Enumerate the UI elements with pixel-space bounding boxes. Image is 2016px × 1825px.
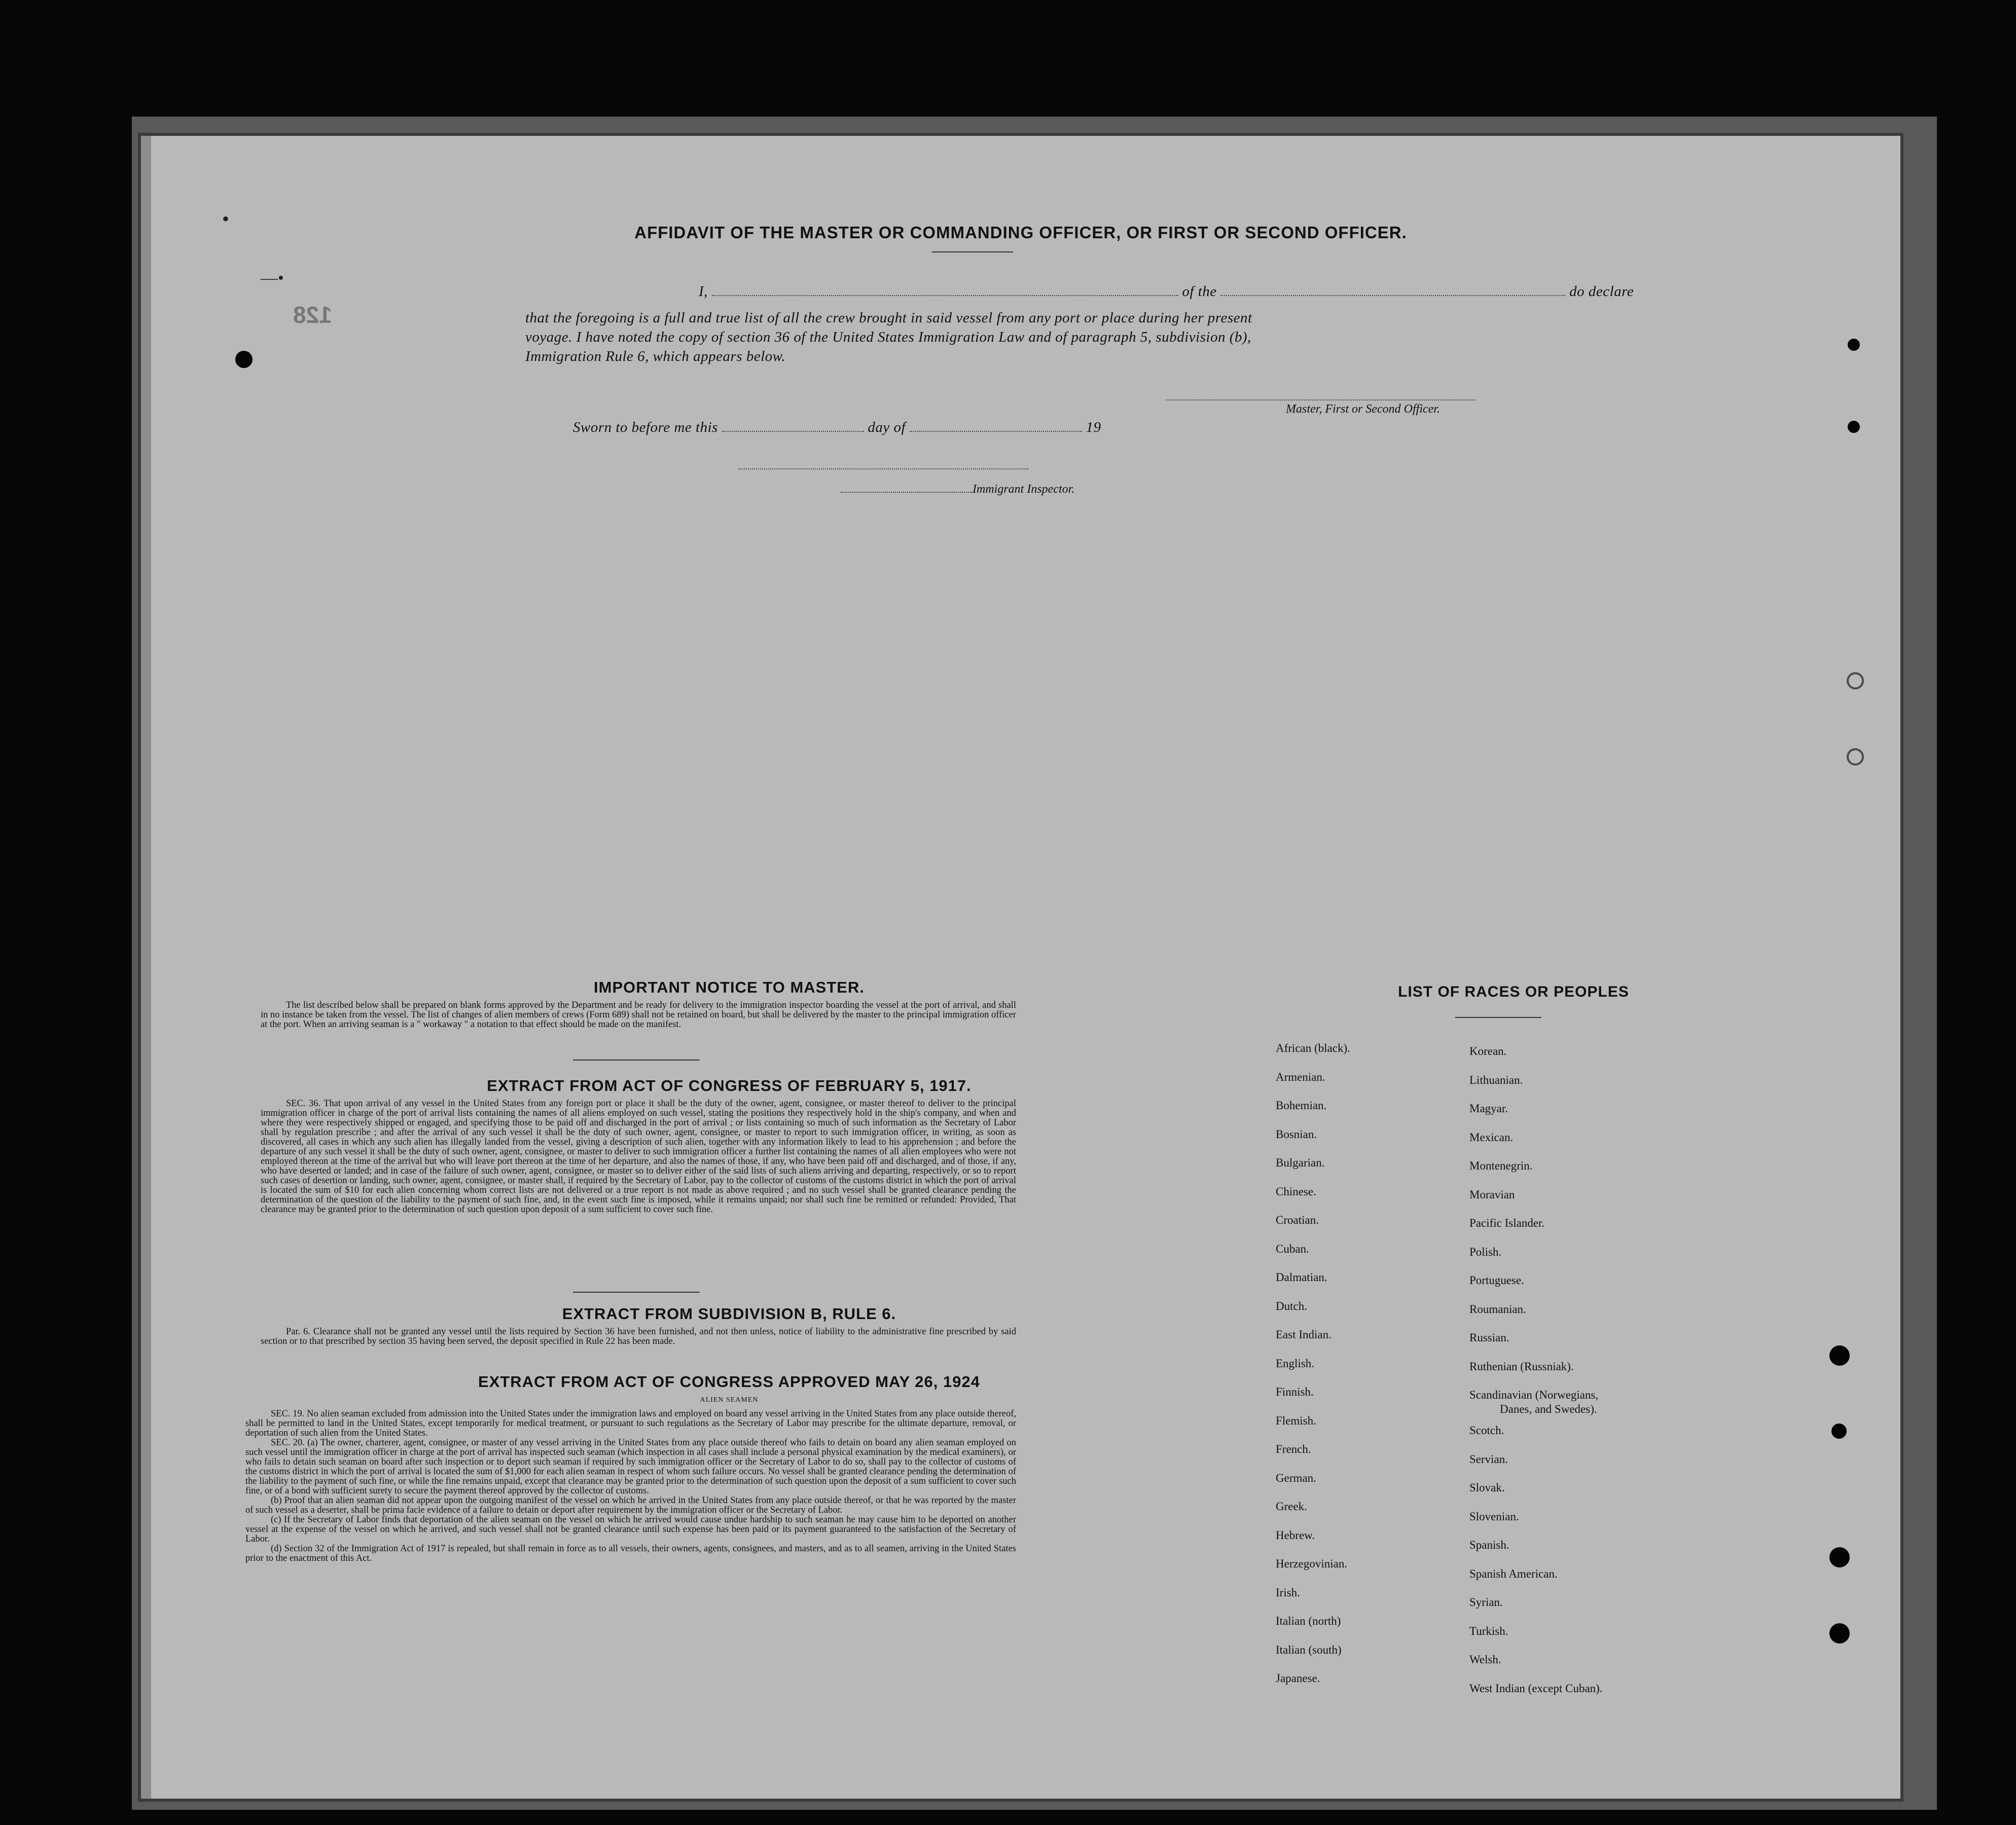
race-item: Bohemian. bbox=[1276, 1099, 1327, 1112]
race-item: West Indian (except Cuban). bbox=[1469, 1682, 1603, 1695]
notice-text: The list described below shall be prepared on blank forms approved by the Department and be ready for delivery to the immigration inspector boarding the vessel at the port of arrival, and shall in no instance be taken from the vessel. The list of changes of alien members of crews (Form 689) shall not be retained on board, but shall be delivered by the master to the principal immigration officer at the port. When an arriving seaman is a " workaway " a notation to that effect should be made on the manifest. bbox=[261, 1000, 1016, 1030]
extract-1924-paragraph: SEC. 20. (a) The owner, charterer, agent, consignee, or master of any vessel arriving in the United States from any place outside thereof who fails to detain on board any alien seaman employed on such vessel until the immigration officer in charge at the port of arrival has inspected such seaman (which inspection in all cases shall include a personal physical examination by the medical examiners), or who fails to detain such seaman on board after such inspection or to deport such seaman if required by such immigration officer or the Secretary of Labor to do so, shall pay to the collector of customs of the customs district in which the port of arrival is located the sum of $1,000 for each alien seaman in respect of whom such failure occurs. No vessel shall be granted clearance pending the determination of the liability to the payment of such fine, or while the fine remains unpaid, except that clearance may be granted prior to the determination of such question upon the deposit of a sum sufficient to cover such fine, or of a bond with sufficient surety to secure the payment thereof approved by the collector of customs. bbox=[245, 1438, 1016, 1496]
race-item: Finnish. bbox=[1276, 1385, 1314, 1398]
punch-hole-icon bbox=[1831, 1424, 1847, 1439]
extract-1924-paragraph: (c) If the Secretary of Labor finds that deportation of the alien seaman on the vessel on which he arrived would cause undue hardship to such seaman he may cause him to be deported on another vessel at the expense of the vessel on which he arrived, and such vessel shall not be granted clearance until such expense has been paid or its payment guaranteed to the satisfaction of the Secretary of Labor. bbox=[245, 1515, 1016, 1544]
sworn-label: Sworn to before me this bbox=[573, 419, 718, 435]
year-label: 19 bbox=[1086, 419, 1101, 435]
races-left-column bbox=[1276, 1034, 1458, 1693]
punch-hole-icon bbox=[1847, 748, 1864, 765]
affidavit-body bbox=[525, 308, 1681, 366]
punch-hole-icon bbox=[1829, 1547, 1850, 1567]
punch-hole-icon bbox=[1848, 339, 1860, 351]
notice-body bbox=[261, 1001, 1016, 1030]
race-item: Armenian. bbox=[1276, 1070, 1325, 1083]
affidavit-line-1 bbox=[699, 282, 1634, 301]
race-item: Ruthenian (Russniak). bbox=[1469, 1360, 1574, 1373]
inspector-blank[interactable] bbox=[841, 485, 973, 493]
race-item: Croatian. bbox=[1276, 1214, 1319, 1226]
race-item: Russian. bbox=[1469, 1331, 1509, 1344]
race-item: Japanese. bbox=[1276, 1672, 1320, 1685]
signature-label: Master, First or Second Officer. bbox=[1286, 403, 1440, 416]
punch-hole-icon bbox=[1829, 1345, 1850, 1366]
race-item: Danes, and Swedes). bbox=[1500, 1403, 1597, 1415]
races-right-column bbox=[1469, 1037, 1733, 1703]
race-item: Greek. bbox=[1276, 1500, 1307, 1513]
affidavit-title: AFFIDAVIT OF THE MASTER OR COMMANDING OFFICER, OR FIRST OR SECOND OFFICER. bbox=[634, 223, 1407, 242]
divider bbox=[573, 1060, 700, 1061]
race-item: Pacific Islander. bbox=[1469, 1217, 1545, 1229]
race-item: Lithuanian. bbox=[1469, 1073, 1523, 1086]
inspector-label: Immigrant Inspector. bbox=[973, 483, 1075, 496]
race-item: Scandinavian (Norwegians, bbox=[1469, 1389, 1599, 1401]
stamped-number: 128 bbox=[293, 302, 332, 328]
rule6-text: Par. 6. Clearance shall not be granted any vessel until the lists required by Section 36 have been furnished, and not then unless, notice of liability to the administrative fine prescribed by said section or to that prescribed by section 35 having been served, the deposit specified in Rule 22 has been made. bbox=[261, 1327, 1016, 1346]
extract-1924-subtitle: ALIEN SEAMEN bbox=[700, 1396, 759, 1404]
race-item: Irish. bbox=[1276, 1586, 1300, 1599]
divider bbox=[573, 1292, 700, 1293]
race-item: Roumanian. bbox=[1469, 1302, 1526, 1316]
signature-line[interactable] bbox=[1166, 399, 1475, 400]
extract-1924-paragraph: SEC. 19. No alien seaman excluded from admission into the United States under the immigration laws and employed on board any vessel arriving in the United States from any place outside thereof, shall be permitted to land in the United States, except temporarily for medical treatment, or pursuant to such regulations as the Secretary of Labor may prescribe for the ultimate departure, removal, or deportation of such alien from the United States. bbox=[245, 1409, 1016, 1438]
race-item: Hebrew. bbox=[1276, 1528, 1315, 1542]
race-item: Welsh. bbox=[1469, 1653, 1501, 1666]
of-the-label: of the bbox=[1182, 283, 1217, 300]
race-item: Italian (south) bbox=[1276, 1643, 1342, 1656]
vessel-blank[interactable] bbox=[1220, 284, 1565, 296]
affidavit-line-4: Immigration Rule 6, which appears below. bbox=[525, 348, 786, 364]
race-item: English. bbox=[1276, 1357, 1315, 1370]
race-item: Portuguese. bbox=[1469, 1274, 1524, 1287]
race-item: Turkish. bbox=[1469, 1624, 1508, 1637]
document-page bbox=[141, 136, 1900, 1799]
divider bbox=[1455, 1017, 1541, 1018]
do-declare-label: do declare bbox=[1569, 283, 1634, 300]
race-item: French. bbox=[1276, 1443, 1311, 1455]
extract-1924-paragraph: (b) Proof that an alien seaman did not appear upon the outgoing manifest of the vessel on which he arrived in the United States from any place outside thereof, or that he was reported by the master of such vessel as a deserter, shall be prima facie evidence of a failure to detain or deport after requirement by the immigration officer or the Secretary of Labor. bbox=[245, 1495, 1016, 1515]
race-item: Slovenian. bbox=[1469, 1510, 1519, 1523]
inspector-label-row bbox=[841, 483, 1074, 496]
race-item: Magyar. bbox=[1469, 1102, 1508, 1115]
race-item: Herzegovinian. bbox=[1276, 1557, 1348, 1570]
affidavit-line-2: that the foregoing is a full and true list of all the crew brought in said vessel from any port or place during her present bbox=[525, 310, 1252, 326]
race-item: Slovak. bbox=[1469, 1481, 1505, 1494]
extract-1917-body bbox=[261, 1099, 1016, 1215]
rule6-body bbox=[261, 1327, 1016, 1346]
sworn-line bbox=[573, 418, 1101, 437]
race-item: Bosnian. bbox=[1276, 1127, 1317, 1141]
race-item: Servian. bbox=[1469, 1452, 1508, 1466]
race-item: Flemish. bbox=[1276, 1414, 1316, 1427]
race-item: Spanish. bbox=[1469, 1539, 1509, 1551]
affidavit-line-3: voyage. I have noted the copy of section 36 of the United States Immigration Law and of paragraph 5, subdivision (b), bbox=[525, 329, 1251, 345]
race-item: Italian (north) bbox=[1276, 1615, 1341, 1627]
race-item: Polish. bbox=[1469, 1245, 1502, 1258]
race-item: Chinese. bbox=[1276, 1185, 1316, 1198]
race-item: Syrian. bbox=[1469, 1596, 1503, 1609]
punch-hole-icon bbox=[235, 351, 253, 368]
race-item: Scotch. bbox=[1469, 1424, 1504, 1437]
race-item: Mexican. bbox=[1469, 1130, 1514, 1144]
day-of-label: day of bbox=[868, 419, 906, 435]
divider bbox=[932, 251, 1013, 252]
race-item: Spanish American. bbox=[1469, 1567, 1558, 1580]
race-item: East Indian. bbox=[1276, 1328, 1331, 1341]
race-item: German. bbox=[1276, 1471, 1316, 1484]
extract-1917-text: SEC. 36. That upon arrival of any vessel in the United States from any foreign port or place it shall be the duty of the owner, agent, consignee, or master thereof to deliver to the principal immigration officer in charge of the port of arrival lists containing the names of all aliens employed on such vessel, stating the positions they respectively hold in the ship's company, and when and where they were respectively shipped or engaged, and specifying those to be paid off and discharged in the port of arrival ; or lists containing so much of such information as the Secretary of Labor shall by regulation prescribe ; and after the arrival of any such vessel it shall be the duty of such owner, agent, consignee, or master to report to such immigration officer, in writing, as soon as discovered, all cases in which any such alien has illegally landed from the vessel, giving a description of such alien, together with any information likely to lead to his apprehension ; and before the departure of any such vessel it shall be the duty of such owner, agent, consignee, or master to deliver to such immigration officer a further list containing the names of all alien employees who were not employed thereon at the time of the arrival but who will leave port thereon at the time of her departure, and also the names of those, if any, who have been paid off and discharged, and of those, if any, who have deserted or landed; and in case of the failure of such owner, agent, consignee, or master so to deliver either of the said lists of such aliens arriving and departing, respectively, or so to report such cases of desertion or landing, such owner, agent, consignee, or master shall, if required by the Secretary of Labor, pay to the collector of customs of the customs district in which the port of arrival is located the sum of $10 for each alien concerning whom correct lists are not delivered or a true report is not made as above required ; and no such vessel shall be granted clearance pending the determination of the question of the liability to the payment of such fine, and, in the event such fine is imposed, while it remains unpaid; nor shall such fine be remitted or refunded: Provided, That clearance may be granted prior to the determination of such question upon deposit of a sum sufficient to cover such fine. bbox=[261, 1099, 1016, 1215]
race-item: Cuban. bbox=[1276, 1242, 1309, 1255]
i-label: I, bbox=[699, 283, 708, 300]
race-item: African (black). bbox=[1276, 1042, 1350, 1054]
race-item: Montenegrin. bbox=[1469, 1159, 1533, 1172]
extract-1917-title: EXTRACT FROM ACT OF CONGRESS OF FEBRUARY 5, 1917. bbox=[487, 1077, 971, 1094]
ink-mark: • bbox=[222, 207, 230, 230]
notice-title: IMPORTANT NOTICE TO MASTER. bbox=[594, 978, 865, 996]
rule6-title: EXTRACT FROM SUBDIVISION B, RULE 6. bbox=[562, 1305, 896, 1323]
race-item: Korean. bbox=[1469, 1045, 1507, 1057]
punch-hole-icon bbox=[1848, 421, 1860, 433]
extract-1924-body bbox=[245, 1409, 1016, 1563]
page-edge bbox=[141, 136, 151, 1799]
inspector-signature-line[interactable] bbox=[738, 468, 1028, 469]
sworn-month-blank[interactable] bbox=[910, 420, 1082, 432]
race-item: Dutch. bbox=[1276, 1299, 1307, 1312]
extract-1924-title: EXTRACT FROM ACT OF CONGRESS APPROVED MAY 26, 1924 bbox=[478, 1373, 980, 1391]
race-item: Dalmatian. bbox=[1276, 1271, 1327, 1284]
extract-1924-paragraph: (d) Section 32 of the Immigration Act of 1917 is repealed, but shall remain in force as to all vessels, their owners, agents, consignees, and masters, and as to all seamen, arriving in the United States prior to the enactment of this Act. bbox=[245, 1544, 1016, 1563]
sworn-day-blank[interactable] bbox=[722, 420, 864, 432]
race-item: Bulgarian. bbox=[1276, 1156, 1325, 1169]
punch-hole-icon bbox=[1829, 1623, 1850, 1644]
name-blank[interactable] bbox=[712, 284, 1178, 296]
ink-mark: —• bbox=[261, 269, 284, 287]
races-title: LIST OF RACES OR PEOPLES bbox=[1398, 983, 1629, 1000]
race-item: Moravian bbox=[1469, 1188, 1515, 1201]
punch-hole-icon bbox=[1847, 672, 1864, 689]
